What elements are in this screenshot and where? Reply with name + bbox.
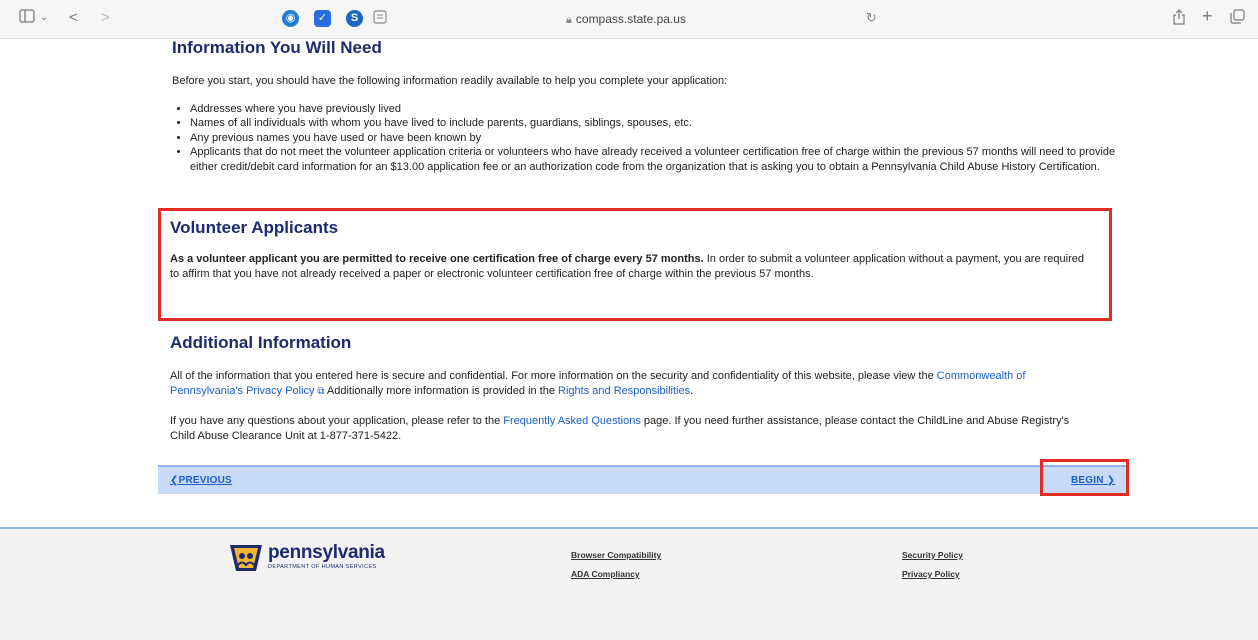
info-needed-list — [170, 102, 1120, 174]
privacy-policy-link[interactable]: Commonwealth of Pennsylvania's Privacy Policy — [170, 370, 1026, 397]
volunteer-title: Volunteer Applicants — [170, 218, 339, 237]
previous-label: PREVIOUS — [178, 475, 232, 486]
volunteer-text — [170, 252, 1092, 281]
additional-text: . — [690, 384, 694, 397]
extension-check-icon[interactable]: ✓ — [314, 10, 331, 27]
forward-icon[interactable]: > — [101, 9, 110, 26]
begin-label: BEGIN — [1071, 475, 1104, 486]
previous-button[interactable] — [170, 475, 232, 486]
volunteer-bold-text: As a volunteer applicant you are permitted to receive one certification free of charge every 57 months. — [170, 253, 704, 265]
pa-logo[interactable] — [268, 543, 385, 570]
additional-text: Additionally more information is provided in the — [324, 384, 559, 397]
additional-text: If you have any questions about your application, please refer to the — [170, 415, 504, 427]
additional-para-2 — [170, 414, 1092, 443]
begin-highlight-box — [1040, 459, 1129, 496]
footer — [0, 527, 1258, 640]
volunteer-rest-text: In order to submit a volunteer application without a payment, you are required to affirm that you have not already received a paper or electronic volunteer certification free of charge within the previous 57 months. — [170, 253, 1084, 280]
additional-text: All of the information that you entered here is secure and confidential. For more information on the security and confidentiality of this website, please view the — [170, 370, 937, 382]
external-link-icon: ⧉ — [314, 385, 325, 397]
lock-icon: 🔒︎ — [566, 14, 572, 26]
info-needed-intro: Before you start, you should have the following information readily available to help you complete your application: — [172, 75, 728, 87]
extension-shield-icon[interactable]: ◉ — [282, 10, 299, 27]
list-item: • Any previous names you have used or have been known by — [190, 131, 1120, 145]
wizard-nav-bar — [158, 465, 1127, 494]
list-item: • Names of all individuals with whom you have lived to include parents, guardians, siblings, spouses, etc. — [190, 116, 1120, 130]
ada-compliancy-link[interactable]: ADA Compliancy — [571, 569, 640, 579]
browser-toolbar — [0, 0, 1258, 39]
logo-name: pennsylvania — [268, 542, 385, 563]
share-icon[interactable] — [1172, 9, 1186, 30]
additional-para-1 — [170, 369, 1092, 399]
security-policy-link[interactable]: Security Policy — [902, 550, 963, 560]
info-needed-title: Information You Will Need — [172, 38, 382, 57]
additional-text: page. If you need further assistance, please contact the ChildLine and Abuse Registry's Child Abuse Clearance Unit at 1-877-371-5422. — [170, 415, 1070, 442]
url-text: compass.state.pa.us — [575, 12, 686, 26]
address-bar[interactable] — [370, 8, 882, 30]
logo-sub: DEPARTMENT OF HUMAN SERVICES — [268, 564, 377, 570]
additional-title: Additional Information — [170, 333, 352, 352]
chevron-down-icon[interactable]: ⌄ — [40, 12, 49, 23]
tab-overview-icon[interactable] — [1230, 9, 1245, 29]
back-icon[interactable]: < — [69, 9, 78, 26]
extension-s-icon[interactable]: S — [346, 10, 363, 27]
faq-link[interactable]: Frequently Asked Questions — [503, 415, 641, 427]
chevron-left-icon: ❮ — [170, 475, 179, 486]
chevron-right-icon: ❯ — [1106, 475, 1116, 486]
list-item: • Applicants that do not meet the volunteer application criteria or volunteers who have already received a volunteer certification free of charge within the previous 57 months will need to provide either credit/debit card information for an $13.00 application fee or an authorization code from the organization that is asking you to obtain a Pennsylvania Child Abuse History Certification. — [190, 145, 1120, 174]
privacy-policy-footer-link[interactable]: Privacy Policy — [902, 569, 960, 579]
rights-responsibilities-link[interactable]: Rights and Responsibilities — [558, 384, 691, 397]
new-tab-icon[interactable]: + — [1202, 6, 1213, 26]
list-item: • Addresses where you have previously lived — [190, 102, 1120, 116]
sidebar-toggle-icon[interactable] — [19, 9, 35, 28]
browser-compatibility-link[interactable]: Browser Compatibility — [571, 550, 662, 560]
keystone-logo-icon — [228, 543, 264, 578]
reload-icon[interactable]: ↻ — [866, 10, 877, 25]
